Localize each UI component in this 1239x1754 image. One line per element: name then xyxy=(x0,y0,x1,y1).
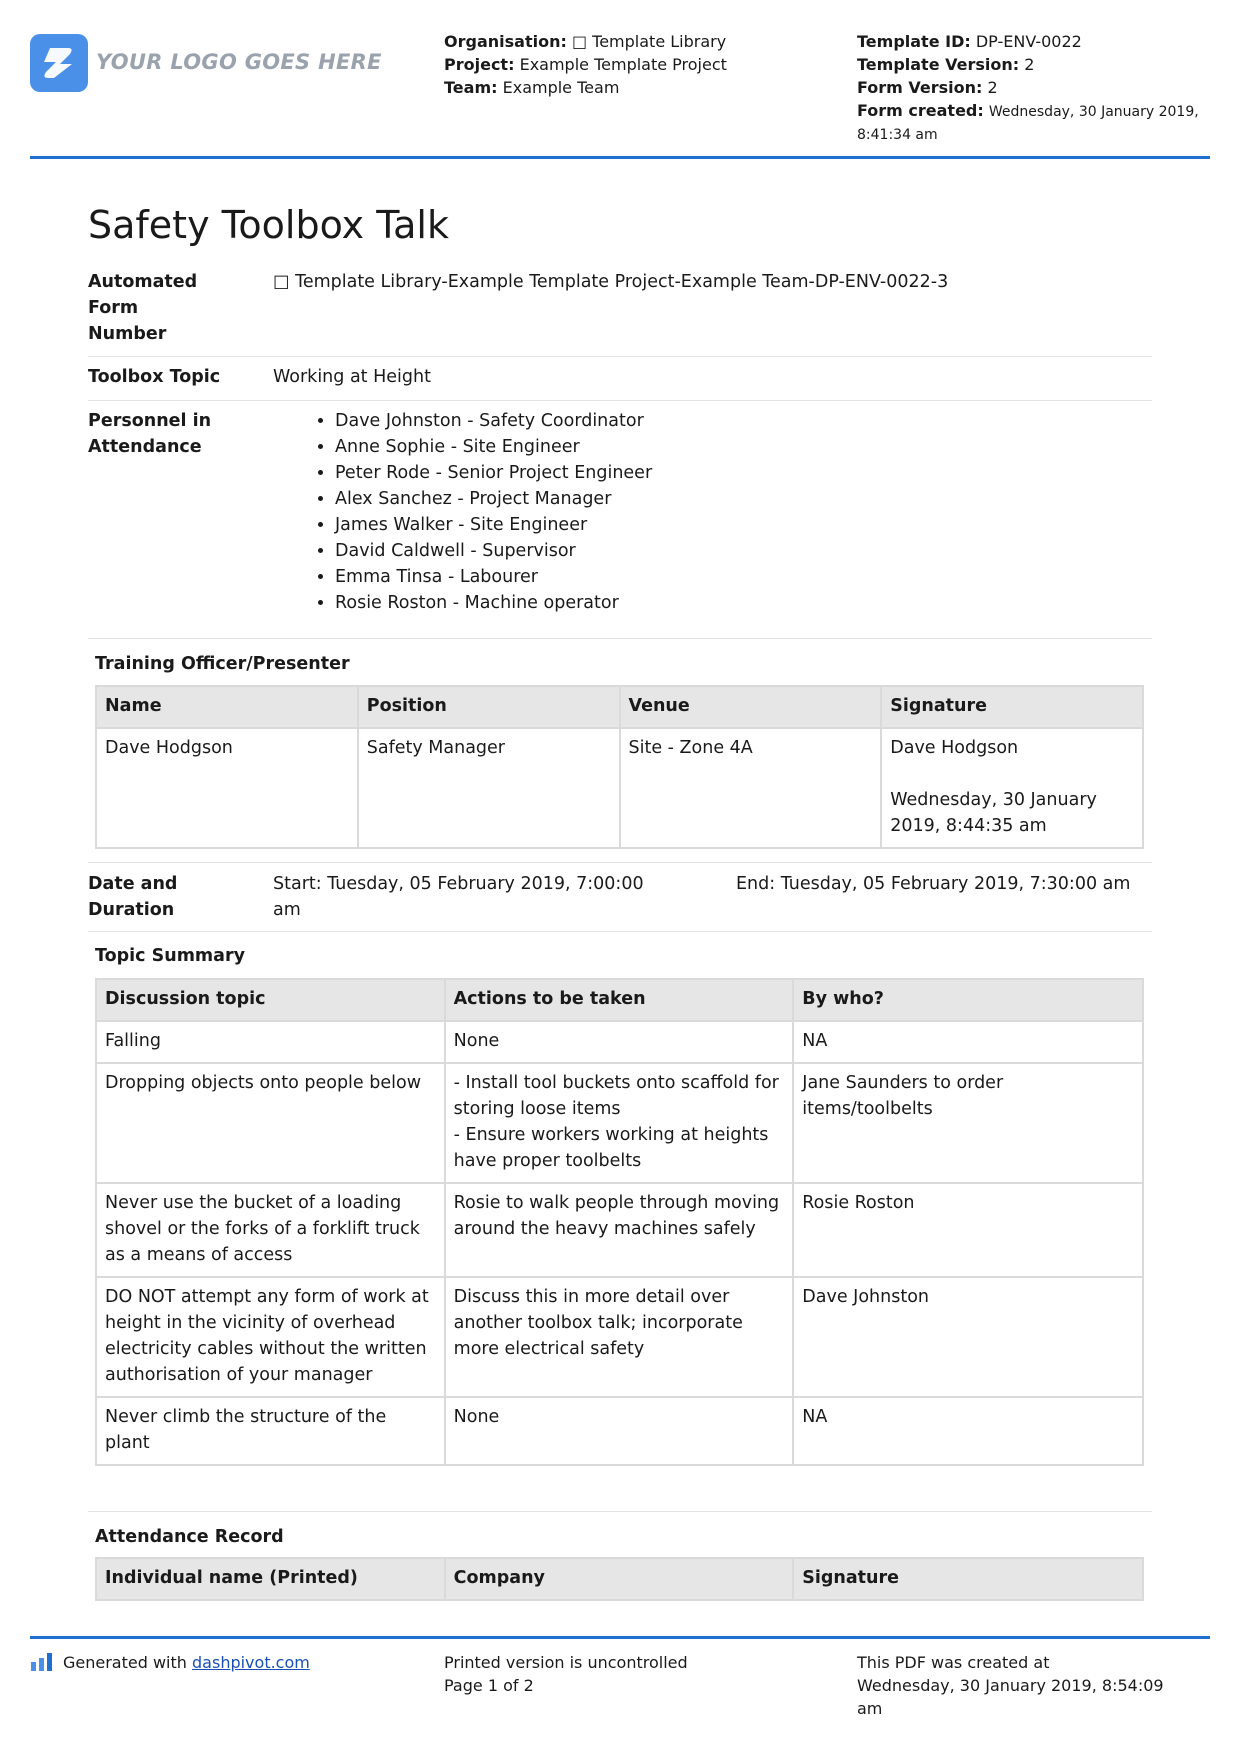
print-notice: Printed version is uncontrolled Page 1 of 2 xyxy=(444,1653,688,1695)
list-item: • Peter Rode - Senior Project Engineer xyxy=(335,460,652,486)
generated-with: Generated with dashpivot.com xyxy=(63,1653,310,1672)
divider xyxy=(88,931,1152,932)
column-header: Name xyxy=(96,686,358,728)
column-header: Individual name (Printed) xyxy=(96,1558,445,1600)
topic-summary-table xyxy=(95,978,1144,1466)
list-item: • Anne Sophie - Site Engineer xyxy=(335,434,652,460)
toolbox-topic-label: Toolbox Topic xyxy=(88,367,221,387)
divider xyxy=(88,862,1152,863)
presenter-signature: Dave Hodgson Wednesday, 30 January 2019, 8:44:35 am xyxy=(881,728,1143,848)
column-header: Venue xyxy=(620,686,882,728)
page-title: Safety Toolbox Talk xyxy=(88,203,449,247)
table-header-row xyxy=(96,686,1143,728)
header-template-info: Template ID: DP-ENV-0022 Template Version: 2 Form Version: 2 Form created: Wednesday, 30 January 2019, 8:41:34 am xyxy=(857,32,1199,143)
personnel-list xyxy=(273,408,652,616)
date-duration-label: Date and Duration xyxy=(88,874,178,920)
logo-text: YOUR LOGO GOES HERE xyxy=(96,50,382,74)
list-item: • Alex Sanchez - Project Manager xyxy=(335,486,652,512)
end-time: End: Tuesday, 05 February 2019, 7:30:00 am xyxy=(736,874,1131,894)
table-row: DO NOT attempt any form of work at height in the vicinity of overhead electricity cables without the written authorisation of your manager Discuss this in more detail over another toolbox talk; incorporate more electrical safety Dave Johnston xyxy=(96,1277,1143,1397)
table-row xyxy=(96,728,1143,848)
toolbox-topic-value: Working at Height xyxy=(273,367,431,387)
table-row: Falling None NA xyxy=(96,1021,1143,1063)
form-number-label: Automated Form Number xyxy=(88,272,198,344)
training-section-title: Training Officer/Presenter xyxy=(95,654,350,674)
divider xyxy=(88,356,1152,357)
header-org-info: Organisation: □ Template Library Project: Example Template Project Team: Example Team xyxy=(444,32,727,97)
presenter-name: Dave Hodgson xyxy=(96,728,358,848)
form-number-value: □ Template Library-Example Template Project-Example Team-DP-ENV-0022-3 xyxy=(273,272,949,292)
column-header: Signature xyxy=(793,1558,1143,1600)
pdf-created: This PDF was created at Wednesday, 30 January 2019, 8:54:09 am xyxy=(857,1653,1164,1718)
attendance-title: Attendance Record xyxy=(95,1527,284,1547)
list-item: • Dave Johnston - Safety Coordinator xyxy=(335,408,652,434)
list-item: • James Walker - Site Engineer xyxy=(335,512,652,538)
column-header: Company xyxy=(445,1558,794,1600)
page-number: Page 1 of 2 xyxy=(444,1676,534,1695)
column-header: By who? xyxy=(793,979,1143,1021)
logo-icon xyxy=(30,34,88,92)
table-row: Never climb the structure of the plant None NA xyxy=(96,1397,1143,1465)
column-header: Actions to be taken xyxy=(445,979,794,1021)
bar-chart-icon xyxy=(31,1653,53,1671)
presenter-venue: Site - Zone 4A xyxy=(620,728,882,848)
list-item: • Rosie Roston - Machine operator xyxy=(335,590,652,616)
divider xyxy=(88,1511,1152,1512)
column-header: Discussion topic xyxy=(96,979,445,1021)
table-row: Dropping objects onto people below - Install tool buckets onto scaffold for storing loose items - Ensure workers working at heights have proper toolbelts Jane Saunders to order items/toolbelts xyxy=(96,1063,1143,1183)
dashpivot-link[interactable]: dashpivot.com xyxy=(192,1653,310,1672)
table-header-row xyxy=(96,1558,1143,1600)
divider xyxy=(88,400,1152,401)
attendance-table xyxy=(95,1557,1144,1601)
presenter-position: Safety Manager xyxy=(358,728,620,848)
list-item: • Emma Tinsa - Labourer xyxy=(335,564,652,590)
start-time: Start: Tuesday, 05 February 2019, 7:00:00 am xyxy=(273,874,644,920)
footer-divider xyxy=(30,1636,1210,1639)
column-header: Position xyxy=(358,686,620,728)
topic-summary-title: Topic Summary xyxy=(95,946,246,966)
table-header-row xyxy=(96,979,1143,1021)
column-header: Signature xyxy=(881,686,1143,728)
list-item: • David Caldwell - Supervisor xyxy=(335,538,652,564)
header-divider xyxy=(30,156,1210,159)
table-row: Never use the bucket of a loading shovel or the forks of a forklift truck as a means of access Rosie to walk people through moving around the heavy machines safely Rosie Roston xyxy=(96,1183,1143,1277)
personnel-label: Personnel in Attendance xyxy=(88,411,212,457)
training-table xyxy=(95,685,1144,849)
divider xyxy=(88,638,1152,639)
